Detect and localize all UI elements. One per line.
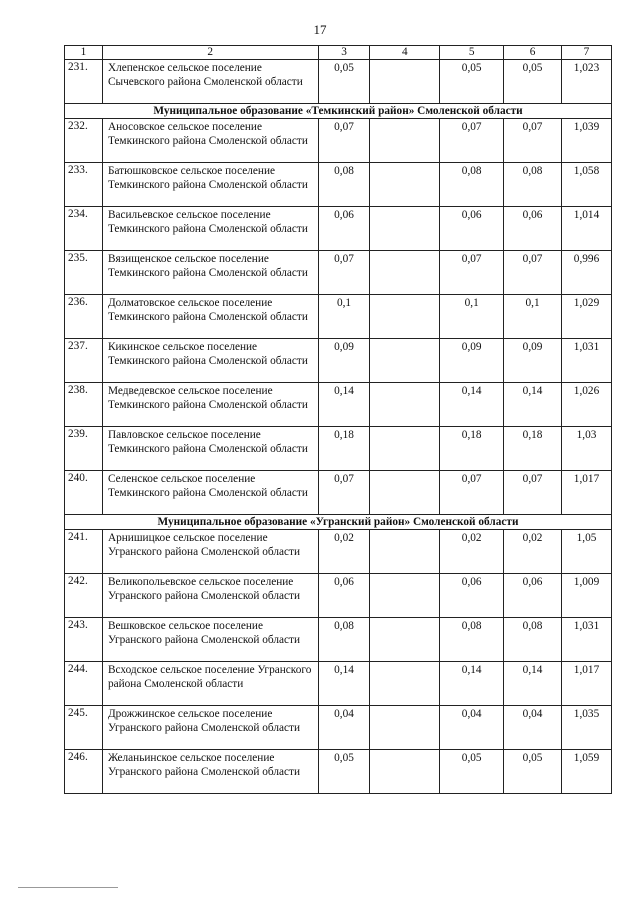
value-cell-col7: 1,039 [562,119,612,163]
settlement-name-cell: Васильевское сельское поселение Темкинского района Смоленской области [102,207,318,251]
settlement-name-cell: Аносовское сельское поселение Темкинского района Смоленской области [102,119,318,163]
value-cell-col7: 1,014 [562,207,612,251]
section-header-row [65,104,612,119]
value-cell-col6: 0,07 [504,119,562,163]
value-cell-col6: 0,18 [504,427,562,471]
value-cell-col4 [370,750,440,794]
table-row [65,251,612,295]
value-cell-col6: 0,14 [504,383,562,427]
value-cell-col5: 0,05 [440,750,504,794]
row-number-cell: 236. [65,295,103,339]
row-number-cell: 243. [65,618,103,662]
settlement-name-cell: Селенское сельское поселение Темкинского района Смоленской области [102,471,318,515]
value-cell-col4 [370,662,440,706]
table-row [65,163,612,207]
value-cell-col3: 0,05 [318,60,370,104]
row-number-cell: 245. [65,706,103,750]
settlement-name-cell: Медведевское сельское поселение Темкинского района Смоленской области [102,383,318,427]
table-row [65,295,612,339]
value-cell-col3: 0,02 [318,530,370,574]
table-body [65,60,612,794]
value-cell-col3: 0,07 [318,471,370,515]
value-cell-col3: 0,07 [318,119,370,163]
value-cell-col4 [370,383,440,427]
row-number-cell: 246. [65,750,103,794]
row-number-cell: 233. [65,163,103,207]
settlement-name-cell: Батюшковское сельское поселение Темкинского района Смоленской области [102,163,318,207]
settlement-name-cell: Вязищенское сельское поселение Темкинского района Смоленской области [102,251,318,295]
value-cell-col5: 0,14 [440,383,504,427]
row-number-cell: 240. [65,471,103,515]
settlements-table [64,45,612,794]
value-cell-col6: 0,06 [504,574,562,618]
value-cell-col7: 1,017 [562,471,612,515]
value-cell-col6: 0,05 [504,60,562,104]
value-cell-col4 [370,207,440,251]
settlement-name-cell: Долматовское сельское поселение Темкинского района Смоленской области [102,295,318,339]
section-title: Муниципальное образование «Темкинский район» Смоленской области [65,104,612,119]
settlement-name-cell: Арнишицкое сельское поселение Угранского района Смоленской области [102,530,318,574]
column-header: 3 [318,46,370,60]
settlement-name-cell: Хлепенское сельское поселение Сычевского района Смоленской области [102,60,318,104]
value-cell-col7: 1,031 [562,339,612,383]
row-number-cell: 242. [65,574,103,618]
table-row [65,427,612,471]
row-number-cell: 231. [65,60,103,104]
row-number-cell: 232. [65,119,103,163]
value-cell-col5: 0,06 [440,574,504,618]
column-number-row [65,46,612,60]
value-cell-col7: 1,009 [562,574,612,618]
value-cell-col7: 1,03 [562,427,612,471]
value-cell-col5: 0,07 [440,119,504,163]
table-row [65,383,612,427]
section-header-row [65,515,612,530]
value-cell-col4 [370,60,440,104]
value-cell-col4 [370,119,440,163]
value-cell-col6: 0,1 [504,295,562,339]
settlement-name-cell: Павловское сельское поселение Темкинского района Смоленской области [102,427,318,471]
value-cell-col3: 0,14 [318,383,370,427]
column-header: 2 [102,46,318,60]
table-row [65,530,612,574]
table-row [65,339,612,383]
column-header: 1 [65,46,103,60]
value-cell-col3: 0,08 [318,618,370,662]
column-header: 6 [504,46,562,60]
value-cell-col4 [370,163,440,207]
settlement-name-cell: Желаньинское сельское поселение Угранского района Смоленской области [102,750,318,794]
value-cell-col7: 1,035 [562,706,612,750]
settlement-name-cell: Дрожжинское сельское поселение Угранского района Смоленской области [102,706,318,750]
value-cell-col5: 0,08 [440,618,504,662]
value-cell-col3: 0,05 [318,750,370,794]
value-cell-col4 [370,530,440,574]
value-cell-col7: 1,031 [562,618,612,662]
value-cell-col4 [370,706,440,750]
value-cell-col3: 0,08 [318,163,370,207]
page-number: 17 [313,22,327,37]
value-cell-col5: 0,02 [440,530,504,574]
value-cell-col6: 0,07 [504,251,562,295]
value-cell-col4 [370,427,440,471]
value-cell-col5: 0,07 [440,251,504,295]
value-cell-col4 [370,295,440,339]
value-cell-col4 [370,574,440,618]
value-cell-col6: 0,04 [504,706,562,750]
table-row [65,60,612,104]
column-header: 4 [370,46,440,60]
value-cell-col7: 1,026 [562,383,612,427]
value-cell-col3: 0,14 [318,662,370,706]
table-row [65,618,612,662]
row-number-cell: 234. [65,207,103,251]
settlement-name-cell: Кикинское сельское поселение Темкинского района Смоленской области [102,339,318,383]
value-cell-col7: 1,029 [562,295,612,339]
value-cell-col3: 0,04 [318,706,370,750]
table-row [65,119,612,163]
section-title: Муниципальное образование «Угранский район» Смоленской области [65,515,612,530]
value-cell-col7: 1,058 [562,163,612,207]
row-number-cell: 235. [65,251,103,295]
value-cell-col5: 0,18 [440,427,504,471]
column-header: 7 [562,46,612,60]
value-cell-col4 [370,339,440,383]
value-cell-col6: 0,07 [504,471,562,515]
value-cell-col3: 0,18 [318,427,370,471]
value-cell-col3: 0,09 [318,339,370,383]
value-cell-col6: 0,09 [504,339,562,383]
value-cell-col5: 0,05 [440,60,504,104]
row-number-cell: 244. [65,662,103,706]
row-number-cell: 238. [65,383,103,427]
settlement-name-cell: Вешковское сельское поселение Угранского района Смоленской области [102,618,318,662]
value-cell-col3: 0,1 [318,295,370,339]
table-row [65,471,612,515]
value-cell-col5: 0,14 [440,662,504,706]
footnote-line [18,887,118,888]
table-row [65,706,612,750]
value-cell-col6: 0,14 [504,662,562,706]
value-cell-col4 [370,618,440,662]
value-cell-col6: 0,08 [504,163,562,207]
value-cell-col3: 0,06 [318,574,370,618]
row-number-cell: 237. [65,339,103,383]
value-cell-col6: 0,08 [504,618,562,662]
value-cell-col6: 0,05 [504,750,562,794]
value-cell-col6: 0,02 [504,530,562,574]
value-cell-col4 [370,251,440,295]
value-cell-col7: 1,023 [562,60,612,104]
value-cell-col3: 0,06 [318,207,370,251]
row-number-cell: 241. [65,530,103,574]
table-row [65,207,612,251]
value-cell-col3: 0,07 [318,251,370,295]
value-cell-col7: 1,059 [562,750,612,794]
settlement-name-cell: Всходское сельское поселение Угранского района Смоленской области [102,662,318,706]
value-cell-col7: 1,017 [562,662,612,706]
value-cell-col6: 0,06 [504,207,562,251]
value-cell-col5: 0,09 [440,339,504,383]
value-cell-col5: 0,07 [440,471,504,515]
settlement-name-cell: Великопольевское сельское поселение Угранского района Смоленской области [102,574,318,618]
value-cell-col4 [370,471,440,515]
value-cell-col5: 0,1 [440,295,504,339]
value-cell-col5: 0,04 [440,706,504,750]
column-header: 5 [440,46,504,60]
table-row [65,750,612,794]
table-row [65,574,612,618]
value-cell-col7: 1,05 [562,530,612,574]
value-cell-col7: 0,996 [562,251,612,295]
value-cell-col5: 0,06 [440,207,504,251]
row-number-cell: 239. [65,427,103,471]
table-row [65,662,612,706]
value-cell-col5: 0,08 [440,163,504,207]
